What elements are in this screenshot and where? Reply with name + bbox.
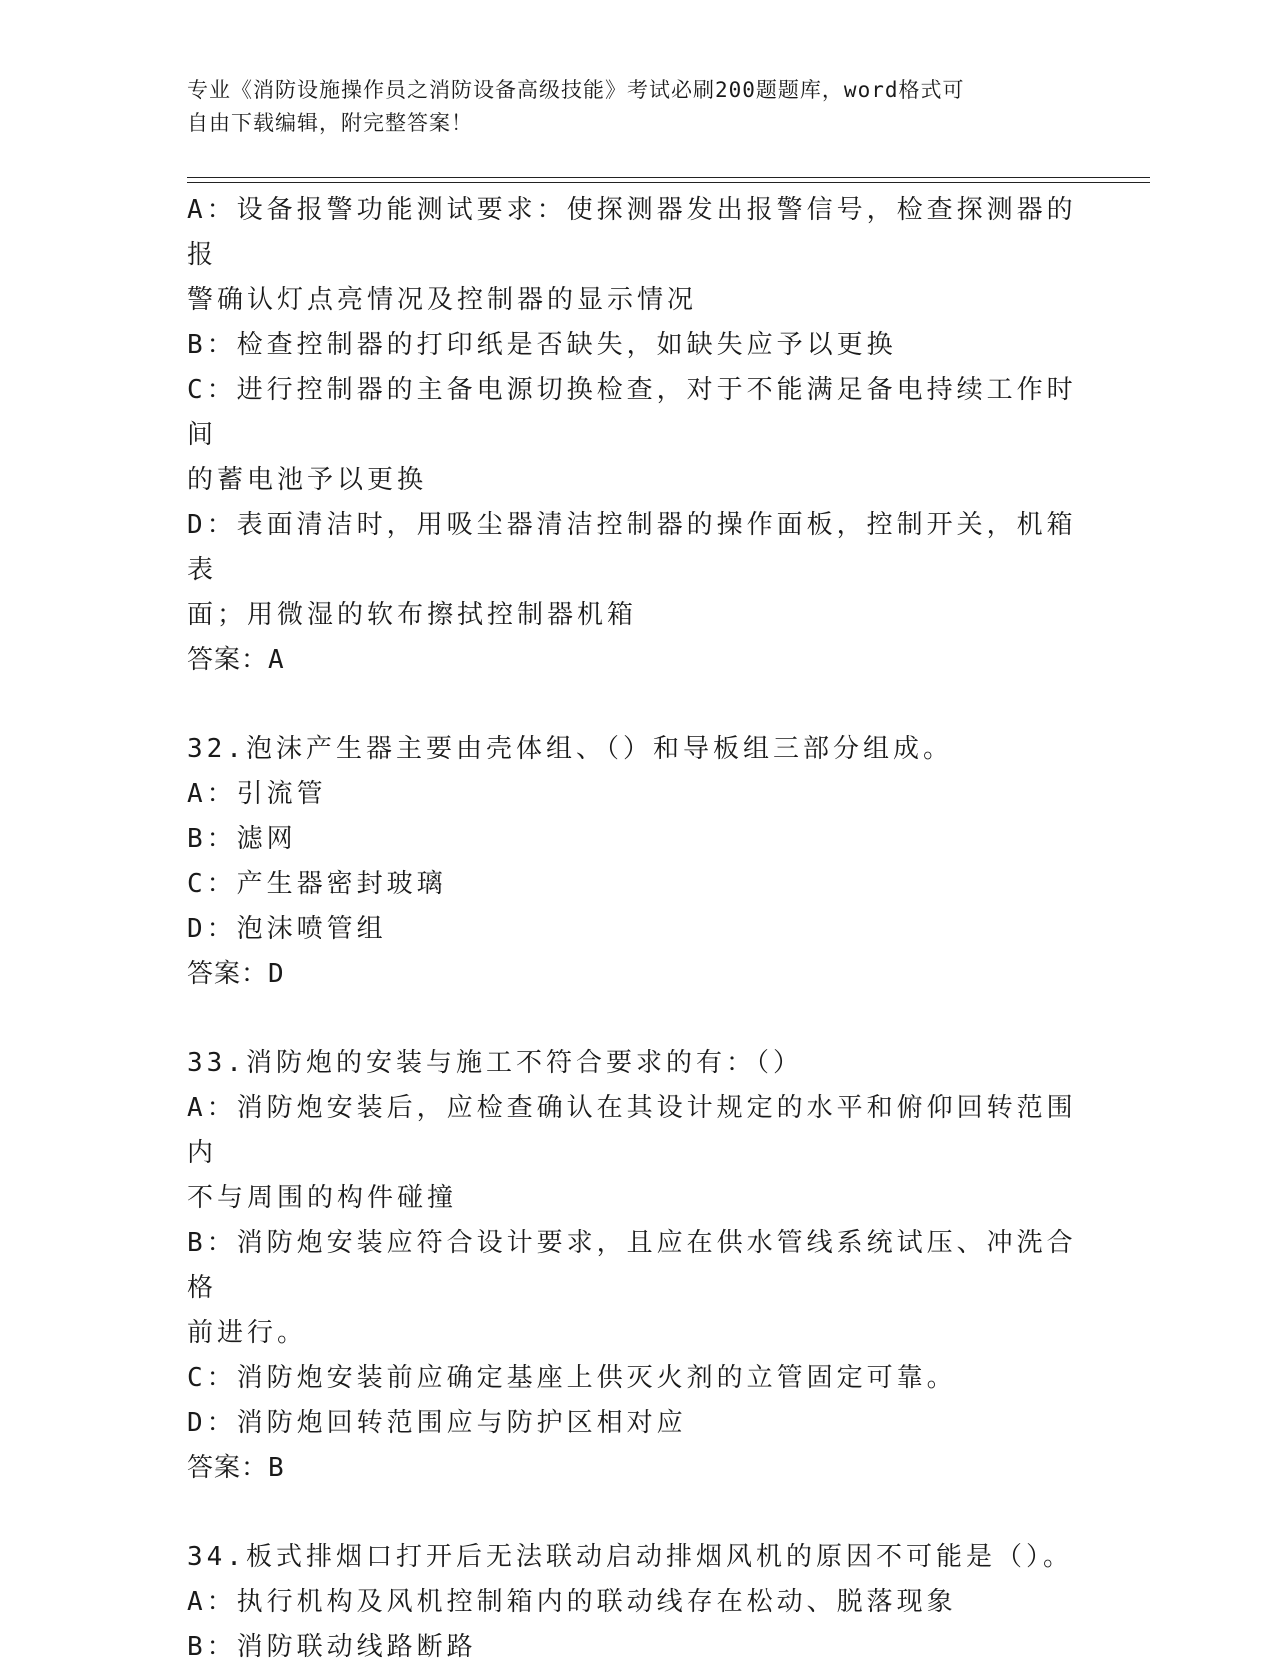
option-d: D：表面清洁时，用吸尘器清洁控制器的操作面板，控制开关，机箱表 — [187, 510, 1077, 585]
answer-label: 答案： — [187, 959, 269, 989]
header-line-2: 自由下载编辑，附完整答案！ — [187, 111, 473, 135]
answer-label: 答案： — [187, 1453, 269, 1483]
option-d-continued: 面；用微湿的软布擦拭控制器机箱 — [187, 600, 638, 630]
question-block-31 — [187, 188, 1077, 683]
option-a-continued: 不与周围的构件碰撞 — [187, 1183, 458, 1213]
option-c: C：进行控制器的主备电源切换检查，对于不能满足备电持续工作时间 — [187, 375, 1077, 450]
answer-value: A — [268, 645, 285, 675]
option-b: B：消防炮安装应符合设计要求，且应在供水管线系统试压、冲洗合格 — [187, 1228, 1077, 1303]
header-divider-top — [187, 177, 1150, 178]
option-c-continued: 的蓄电池予以更换 — [187, 465, 428, 495]
spacer — [187, 683, 1077, 727]
header-line-1: 专业《消防设施操作员之消防设备高级技能》考试必刷200题题库，word格式可 — [187, 78, 965, 102]
answer-value: B — [268, 1453, 285, 1483]
option-b: B：检查控制器的打印纸是否缺失，如缺失应予以更换 — [187, 330, 897, 360]
option-a: A：执行机构及风机控制箱内的联动线存在松动、脱落现象 — [187, 1587, 957, 1617]
option-a-continued: 警确认灯点亮情况及控制器的显示情况 — [187, 285, 698, 315]
question-block-33 — [187, 1041, 1077, 1491]
option-a: A：引流管 — [187, 779, 327, 809]
spacer — [187, 1491, 1077, 1535]
question-content — [187, 188, 1077, 1670]
option-c: C：产生器密封玻璃 — [187, 869, 447, 899]
document-header — [187, 74, 1067, 140]
spacer — [187, 997, 1077, 1041]
option-b: B：消防联动线路断路 — [187, 1632, 477, 1662]
option-c: C：消防炮安装前应确定基座上供灭火剂的立管固定可靠。 — [187, 1363, 957, 1393]
option-b-continued: 前进行。 — [187, 1318, 308, 1348]
answer-value: D — [268, 959, 285, 989]
option-a: A：消防炮安装后，应检查确认在其设计规定的水平和俯仰回转范围内 — [187, 1093, 1077, 1168]
question-text: 32.泡沫产生器主要由壳体组、（）和导板组三部分组成。 — [187, 734, 953, 764]
option-a: A：设备报警功能测试要求：使探测器发出报警信号，检查探测器的报 — [187, 195, 1077, 270]
answer-line — [187, 952, 1077, 997]
header-divider-bottom — [187, 182, 1150, 183]
answer-line — [187, 1446, 1077, 1491]
question-text: 34.板式排烟口打开后无法联动启动排烟风机的原因不可能是（）。 — [187, 1542, 1073, 1572]
option-d: D：泡沫喷管组 — [187, 914, 387, 944]
option-b: B：滤网 — [187, 824, 297, 854]
answer-line — [187, 638, 1077, 683]
option-d: D：消防炮回转范围应与防护区相对应 — [187, 1408, 687, 1438]
question-text: 33.消防炮的安装与施工不符合要求的有：（） — [187, 1048, 803, 1078]
answer-label: 答案： — [187, 645, 269, 675]
question-block-32 — [187, 727, 1077, 997]
